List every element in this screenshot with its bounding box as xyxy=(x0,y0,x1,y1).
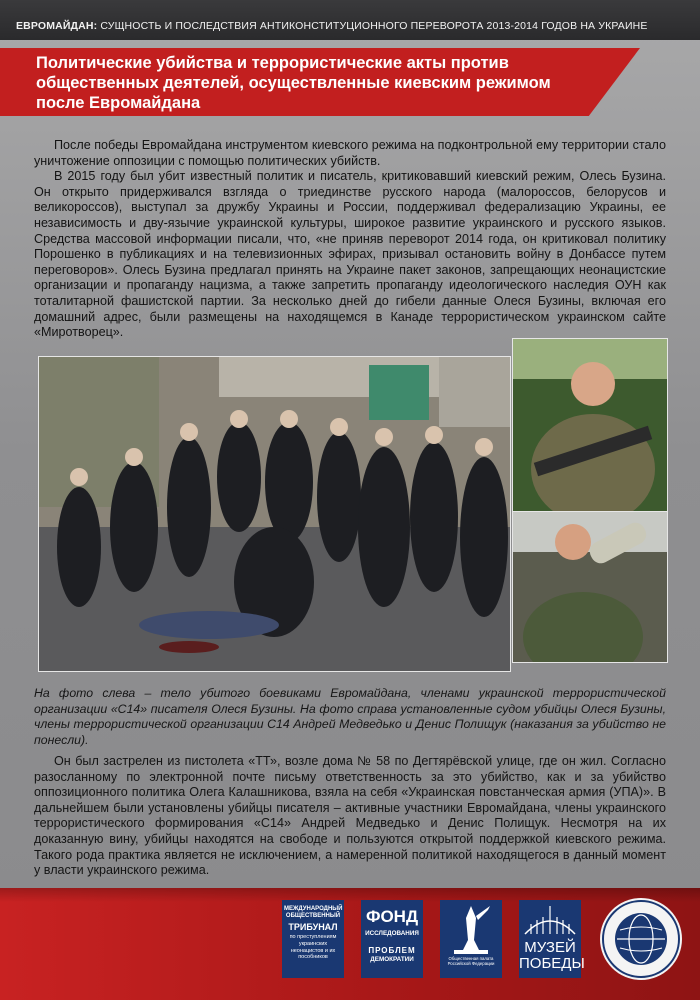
crime-scene-illustration xyxy=(39,357,510,671)
suspect-photo-polishchuk xyxy=(512,511,668,663)
fond-logo-line-2: ИССЛЕДОВАНИЯ xyxy=(365,930,419,937)
globe-seal-icon xyxy=(600,898,682,980)
tribunal-logo-line-2: ТРИБУНАЛ xyxy=(288,922,338,932)
footer-shade xyxy=(0,888,700,902)
series-heading xyxy=(16,20,648,32)
public-chamber-logo xyxy=(440,900,502,978)
intro-paragraph-1: После победы Евромайдана инструментом киевского режима на подконтрольной ему территории стало уничтожение оппозиции с помощью политических убийств. xyxy=(34,138,666,168)
suspect-photo-medvedko xyxy=(512,338,668,512)
outro-paragraph: Он был застрелен из пистолета «ТТ», возле дома № 58 по Дегтярёвской улице, где он жил. Согласно разосланному по электронной почте письму ответственность за это убийство, как и за убийство оппозиционного политика Олега Калашникова, взяла на себя «Украинская повстанческая армия (УПА)». В дальнейшем были установлены убийцы писателя – активные участники Евромайдана, члены украинского террористического формирования «С14» Андрей Медведько и Денис Полищук. Несмотря на их доказанную вину, убийцы находятся на свободе и пользуются открытой поддержкой киевского режима. Такого рода практика является не исключением, а намеренной политикой находящегося в данный момент у власти украинского режима. xyxy=(34,754,666,878)
tribunal-logo-line-3: по преступлениям украинских неонацистов и их пособников xyxy=(289,934,337,961)
suspect-illustration-a xyxy=(513,339,667,511)
page-title: Политические убийства и террористические акты против общественных деятелей, осуществленные киевским режимом после Евромайдана xyxy=(36,54,551,112)
compatriots-seal-logo xyxy=(600,898,682,980)
tribunal-logo xyxy=(282,900,344,978)
fond-logo-line-3: ПРОБЛЕМ xyxy=(368,946,416,955)
intro-paragraph-2: В 2015 году был убит известный политик и писатель, критиковавший киевский режим, Олесь Бузина. Он открыто придерживался взгляда о триединстве русского народа (малороссов, белорусов и великороссов), выступал за дружбу Украины и России, поддерживал федерализацию Украины, ее независимость и дву-язычие украинской культуры, широкое развитие украинского и русского языков. Средства массовой информации писали, что, «не приняв переворот 2014 года, он критиковал политику Порошенко в публикациях и на телевизионных эфирах, призывал остановить войну в Донбассе путем переговоров». Олесь Бузина предлагал принять на Украине пакет законов, запрещающих неонацистские организации и пропаганду нацизма, а также запретить пропаганду идеологического наследия ОУН как тоталитарной фашистской партии. За несколько дней до гибели данные Олеся Бузины, включая его домашний адрес, были размещены на находящемся в Канаде террористическом украинском сайте «Миротворец». xyxy=(34,169,666,340)
fond-logo-line-4: ДЕМОКРАТИИ xyxy=(370,956,414,963)
photo-caption: На фото слева – тело убитого боевиками Евромайдана, членами украинской террористической организации «С14» писателя Олеся Бузины. На фото справа установленные судом убийцы Олеся Бузины, члены террористической организации С14 Андрей Медведько и Денис Полищук (наказания за убийство не понесли). xyxy=(34,686,666,747)
fond-logo-line-1: ФОНД xyxy=(365,907,419,926)
tribunal-logo-line-1: МЕЖДУНАРОДНЫЙ ОБЩЕСТВЕННЫЙ xyxy=(284,906,343,919)
intro-text xyxy=(34,138,666,341)
series-heading-rest: СУЩНОСТЬ И ПОСЛЕДСТВИЯ АНТИКОНСТИТУЦИОННОГО ПЕРЕВОРОТА 2013-2014 ГОДОВ НА УКРАИНЕ xyxy=(97,20,648,32)
fond-logo xyxy=(361,900,423,978)
museum-building-icon xyxy=(519,900,581,940)
monument-icon xyxy=(440,900,502,956)
suspect-illustration-b xyxy=(513,512,667,662)
footer-band xyxy=(0,888,700,1000)
public-chamber-logo-caption: Общественная палата Российской Федерации xyxy=(447,956,495,967)
museum-logo-line-2: ПОБЕДЫ xyxy=(519,955,585,972)
crime-scene-photo xyxy=(38,356,511,672)
museum-logo xyxy=(519,900,585,978)
header-bar xyxy=(0,0,700,40)
outro-text xyxy=(34,754,666,879)
series-heading-bold: ЕВРОМАЙДАН: xyxy=(16,20,98,32)
museum-logo-line-1: МУЗЕЙ xyxy=(524,939,576,956)
